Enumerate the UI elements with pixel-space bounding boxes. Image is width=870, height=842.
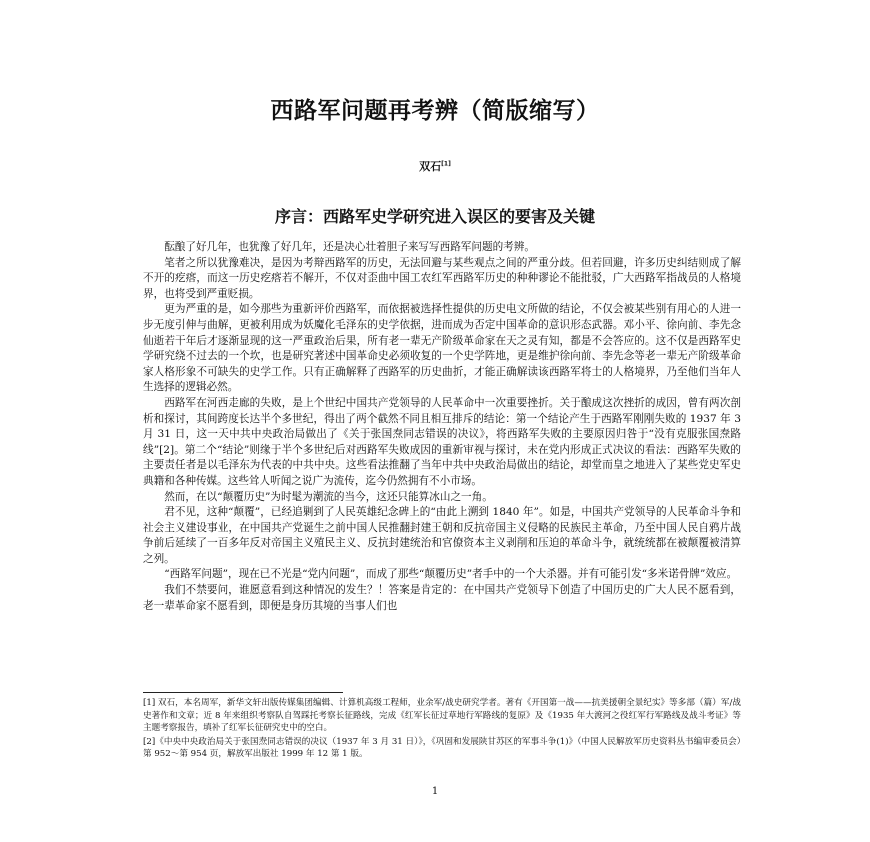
body-text (143, 240, 741, 614)
section-heading: 序言：西路军史学研究进入误区的要害及关键 (274, 207, 595, 226)
author-footnote-mark: [1] (441, 160, 451, 168)
footnote: [1] 双石，本名周军，新华文轩出版传媒集团编辑、计算机高级工程师，业余军/战史研究学者。著有《开国第一战——抗美援朝全景纪实》等多部（篇）军/战史著作和文章；近 8 年来组织考察队自驾踩托考察长征路线，完成《红军长征过草地行军路线的复原》及《1935 年大渡河之役红军行军路线及战斗考证》等主题考察报告，填补了红军长征研究史中的空白。 (143, 698, 741, 734)
paragraph: “西路军问题”，现在已不光是“党内问题”，而成了那些“颠覆历史”者手中的一个大杀器。并有可能引发“多米诺骨牌”效应。 (164, 568, 738, 581)
footnote: [2]《中央中央政治局关于张国焘同志错误的决议（1937 年 3 月 31 日）》，《巩固和发展陕甘苏区的军事斗争(1)》（中国人民解放军历史资料丛书编审委员会）第 952～第 954 页，解放军出版社 1999 年 12 第 1 版。 (143, 736, 741, 760)
paragraph: 更为严重的是，如今那些为重新评价西路军，而依据被选择性提供的历史电文所做的结论，不仅会被某些别有用心的人进一步无度引伸与曲解，更被利用成为妖魔化毛泽东的史学依据，进而成为否定中国革命的意识形态武器。邓小平、徐向前、李先念仙逝若干年后才逐渐显现的这一严重政治后果，所有老一辈无产阶级革命家在天之灵有知，都是不会答应的。这不仅是西路军史学研究绕不过去的一个坎，也是研究著述中国革命史必须收复的一个史学阵地，更是维护徐向前、李先念等老一辈无产阶级革命家人格形象不可缺失的史学工作。只有正确解释了西路军的历史曲折，才能正确解读该西路军将士的人格境界，乃至他们当年人生选择的逻辑必然。 (143, 303, 741, 394)
paragraph: 酝酿了好几年，也犹豫了好几年，还是决心壮着胆子来写写西路军问题的考辨。 (164, 241, 535, 253)
footnote-separator (143, 692, 343, 693)
document-title: 西路军问题再考辨（简版缩写） (270, 98, 600, 124)
page-number: 1 (431, 786, 439, 797)
paragraph: 西路军在河西走廊的失败，是上个世纪中国共产党领导的人民革命中一次重要挫折。关于酿成这次挫折的成因，曾有两次剖析和探讨，其间跨度长达半个多世纪，得出了两个截然不同且相互排斥的结论：第一个结论产生于西路军刚刚失败的 1937 年 3 月 31 日，这一天中共中央政治局做出了《关于张国焘同志错误的决议》，将西路军失败的主要原因归咎于“没有克服张国焘路线”[2]。第二个“结论”则缘于半个多世纪后对西路军失败成因的重新审视与探讨，未在党内形成正式决议的看法：西路军失败的主要责任者是以毛泽东为代表的中共中央。这些看法推翻了当年中共中央政治局做出的结论，却堂而皇之地进入了某些党史军史典籍和各种传媒。这些耸人听闻之说广为流传，迄今仍然拥有不小市场。 (143, 396, 741, 487)
paragraph: 笔者之所以犹豫难决，是因为考辩西路军的历史，无法回避与某些观点之间的严重分歧。但若回避，许多历史纠结则成了解不开的疙瘩，而这一历史疙瘩若不解开，不仅对歪曲中国工农红军西路军历史的种种谬论不能批驳，广大西路军指战员的人格境界，也将受到严重贬损。 (143, 256, 741, 300)
author-name: 双石 (419, 160, 442, 173)
footnotes (143, 697, 741, 762)
author-line (0, 158, 870, 174)
paragraph: 君不见，这种“颠覆”，已经追剿到了人民英雄纪念碑上的“由此上溯到 1840 年”。如是，中国共产党领导的人民革命斗争和社会主义建设事业，在中国共产党诞生之前中国人民推翻封建王朝和反抗帝国主义侵略的民族民主革命，乃至中国人民自鸦片战争前后延续了一百多年反对帝国主义殖民主义、反抗封建统治和官僚资本主义剥削和压迫的革命斗争，就统统都在被颠覆被清算之列。 (143, 506, 741, 565)
paragraph: 我们不禁要问，谁愿意看到这种情况的发生？！答案是肯定的：在中国共产党领导下创造了中国历史的广大人民不愿看到，老一辈革命家不愿看到，即便是身历其境的当事人们也 (143, 584, 741, 612)
paragraph: 然而，在以“颠覆历史”为时髦为潮流的当今，这还只能算冰山之一角。 (164, 490, 493, 503)
